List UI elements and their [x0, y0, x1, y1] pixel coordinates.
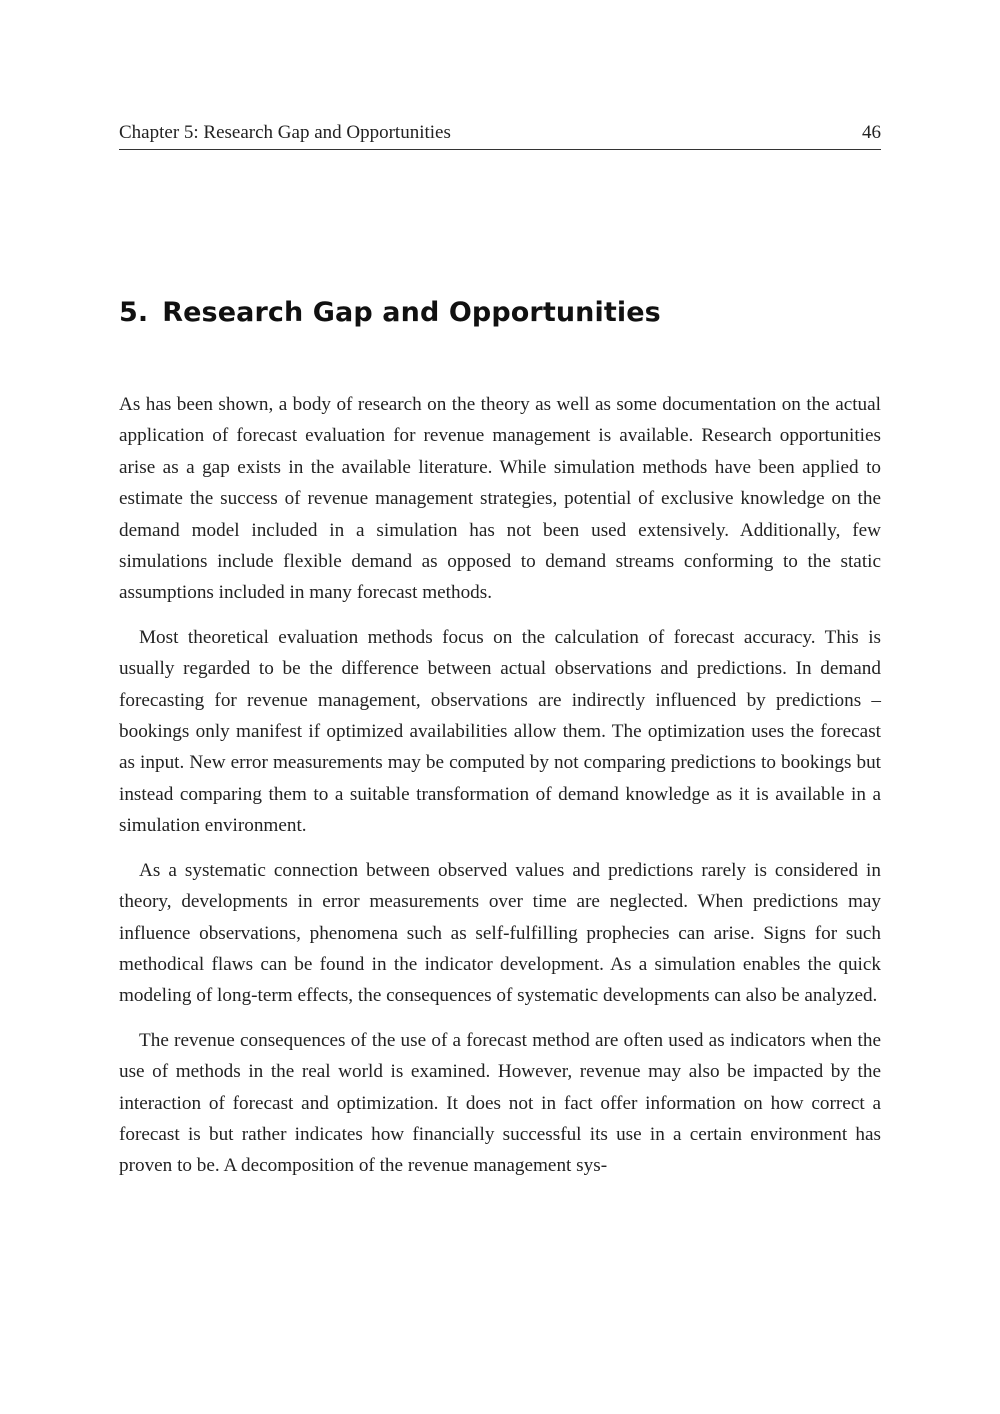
- paragraph-4: The revenue consequences of the use of a forecast method are often used as indicators when the use of methods in the real world is examined. However, revenue may also be impacted by the interaction of forecast and optimization. It does not in fact offer information on how correct a forecast is but rather indicates how financially successful its use in a certain environment has proven to be. A decomposition of the revenue management sys-: [119, 1029, 881, 1177]
- running-header: [119, 121, 881, 150]
- running-header-title: Chapter 5: Research Gap and Opportunities: [119, 122, 451, 143]
- paragraph-1: As has been shown, a body of research on the theory as well as some documentation on the actual application of forecast evaluation for revenue management is available. Research opportunities arise as a gap exists in the available literature. While simulation methods have been applied to estimate the success of revenue management strategies, potential of exclusive knowledge on the demand model included in a simulation has not been used extensively. Additionally, few simulations include flexible demand as opposed to demand streams conforming to the static assumptions included in many forecast methods.: [119, 394, 881, 604]
- chapter-heading: [119, 294, 661, 332]
- chapter-title: Research Gap and Opportunities: [162, 297, 661, 328]
- chapter-body: [119, 389, 881, 1195]
- paragraph-3: As a systematic connection between observed values and predictions rarely is considered in theory, developments in error measurements over time are neglected. When predictions may influence observations, phenomena such as self-fulfilling prophecies can arise. Signs for such methodical flaws can be found in the indicator development. As a simulation enables the quick modeling of long-term effects, the consequences of systematic developments can also be analyzed.: [119, 859, 881, 1007]
- chapter-number: 5.: [119, 297, 149, 328]
- page-number: 46: [862, 122, 881, 143]
- paragraph-2: Most theoretical evaluation methods focus on the calculation of forecast accuracy. This is usually regarded to be the difference between actual observations and predictions. In demand forecasting for revenue management, observations are indirectly influenced by predictions – bookings only manifest if optimized availabilities allow them. The optimization uses the forecast as input. New error measurements may be computed by not comparing predictions to bookings but instead comparing them to a suitable transformation of demand knowledge as it is available in a simulation environment.: [119, 626, 881, 837]
